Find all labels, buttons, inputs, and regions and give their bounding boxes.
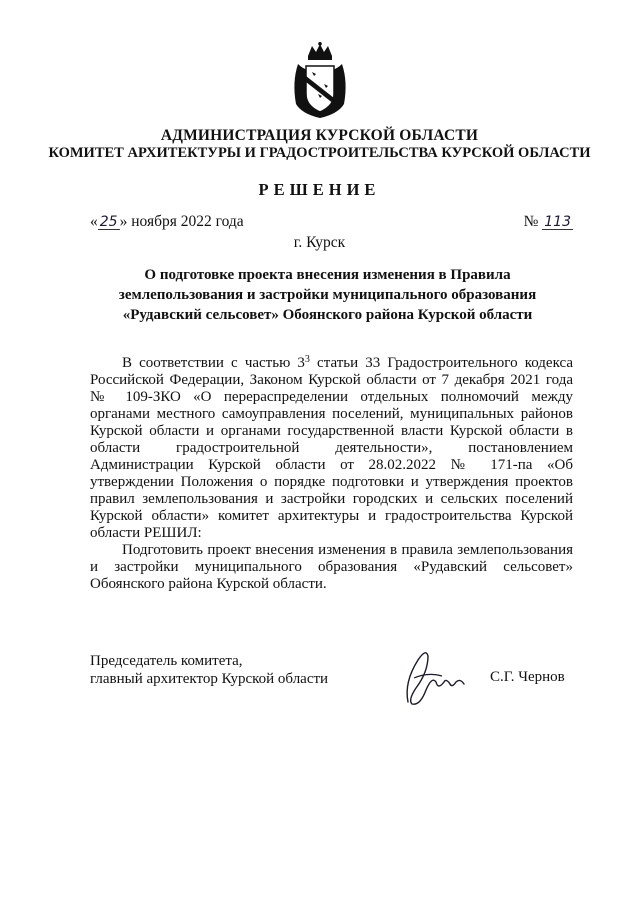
date-day-handwritten: 25 — [99, 214, 118, 230]
handwritten-signature — [398, 642, 468, 708]
signatory-position: Председатель комитета, главный архитектор Курской области — [90, 653, 329, 687]
date-rest: ноября 2022 года — [127, 213, 244, 230]
date-open-quote: « — [90, 213, 98, 230]
document-type-title: РЕШЕНИЕ — [258, 180, 381, 199]
subject-line: «Рудавский сельсовет» Обоянского района Курской области — [122, 307, 533, 323]
document-city: г. Курск — [293, 234, 346, 251]
coat-of-arms-icon — [290, 42, 350, 120]
subject-line: землепользования и застройки муниципального образования — [118, 287, 537, 303]
number-prefix: № — [523, 213, 543, 230]
body-paragraph: Подготовить проект внесения изменения в правила землепользования и застройки муниципального образования «Рудавский сельсовет» Обоянского района Курской области. — [90, 542, 573, 592]
number-value-handwritten: 113 — [544, 214, 571, 230]
document-body — [90, 355, 573, 593]
organization-name: АДМИНИСТРАЦИЯ КУРСКОЙ ОБЛАСТИ — [160, 127, 479, 144]
subject-line: О подготовке проекта внесения изменения в Правила — [144, 267, 511, 283]
document-date — [90, 213, 244, 231]
body-paragraph: В соответствии с частью $3^3$ статьи 33 Градостроительного кодекса Российской Федерации, Законом Курской области от 7 декабря 2021 года № 109-ЗКО «О перераспределении отдельных полномочий между органами местного самоуправления поселений, муниципальных районов Курской области и органами государственной власти Курской области в области градостроительной деятельности», постановлением Администрации Курской области от 28.02.2022 № 171-па «Об утверждении Положения о порядке подготовки и утверждения проектов правил землепользования и застройки городских и сельских поселений Курской области» комитет архитектуры и градостроительства Курской области РЕШИЛ: — [90, 354, 573, 541]
committee-name: КОМИТЕТ АРХИТЕКТУРЫ И ГРАДОСТРОИТЕЛЬСТВА КУРСКОЙ ОБЛАСТИ — [48, 145, 591, 161]
superscript: 3 — [304, 354, 310, 365]
date-close-quote: » — [119, 213, 128, 230]
signatory-name: С.Г. Чернов — [490, 669, 565, 685]
document-subject — [90, 265, 565, 325]
document-number — [524, 213, 573, 231]
